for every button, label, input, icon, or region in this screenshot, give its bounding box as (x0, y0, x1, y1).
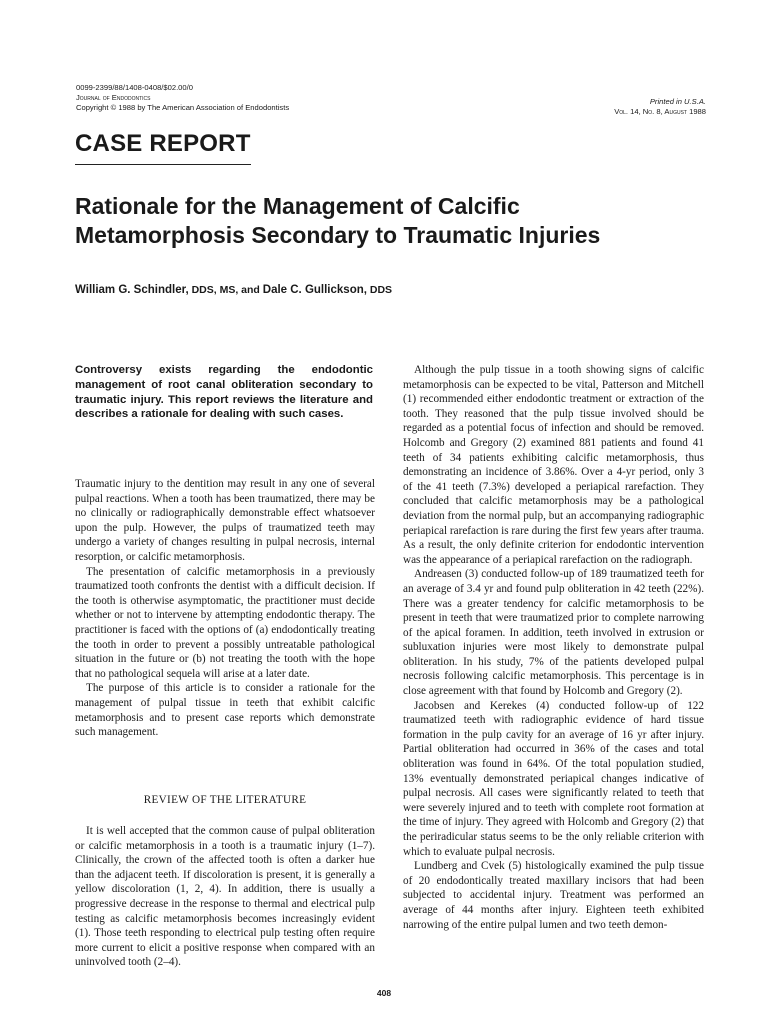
printed-in: Printed in U.S.A. (649, 97, 706, 106)
journal-header-right (614, 97, 706, 117)
review-section-left (75, 824, 375, 970)
introduction (75, 477, 375, 740)
case-report-rule (75, 164, 251, 165)
intro-paragraph-1: Traumatic injury to the dentition may result in any one of several pulpal reactions. When a tooth has been traumatized, there may be no clinically or radiographically demonstrable effect whatsoever upon the pulp. However, the pulps of traumatized teeth may undergo a variety of changes resulting in pulpal necrosis, internal resorption, or calcific metamorphosis. (75, 478, 375, 563)
page-number: 408 (376, 988, 392, 998)
volume-issue: Vol. 14, No. 8, August 1988 (614, 107, 706, 116)
intro-paragraph-2: The presentation of calcific metamorphosis in a previously traumatized tooth confronts the dentist with a difficult decision. If the tooth is otherwise asymptomatic, the practitioner must decide whether or not to intervene by attempting endodontic therapy. The practitioner is faced with the options of (a) endodontically treating the tooth in order to prevent a possibly untreatable pathological situation in the future or (b) not treating the tooth with the hope that no pathological sequela will arise at a later date. (75, 565, 375, 680)
author-line (75, 284, 392, 296)
right-paragraph-2: Andreasen (3) conducted follow-up of 189 traumatized teeth for an average of 3.4 yr and found pulp obliteration in 42 teeth (22%). There was a greater tendency for calcific metamorphosis to be present in teeth that were traumatized prior to complete narrowing of the apical foramen. In addition, teeth involved in extrusion or subluxation injuries were most likely to demonstrate pulpal obliteration. In his study, 7% of the patients developed pulpal necrosis following calcific metamorphosis. This percentage is in close agreement with that found by Holcomb and Gregory (2). (403, 568, 704, 698)
abstract: Controversy exists regarding the endodontic management of root canal obliteration secondary to traumatic injury. This report reviews the literature and describes a rationale for dealing with such cases. (75, 364, 373, 421)
article-title (75, 192, 715, 250)
title-line-1: Rationale for the Management of Calcific (75, 193, 520, 219)
right-column (403, 363, 704, 932)
review-paragraph-1: It is well accepted that the common cause of pulpal obliteration or calcific metamorphosis in a tooth is a traumatic injury (1–7). Clinically, the crown of the affected tooth is often a darker hue than the adjacent teeth. If discoloration is present, it is generally a yellow discoloration (1, 2, 4). In addition, there is usually a progressive decrease in the response to thermal and electrical pulp testing as calcific metamorphosis becomes increasingly evident (1). Those teeth responding to electrical pulp testing often require more current to elicit a positive response when compared with an uninvolved tooth (2–4). (75, 825, 375, 969)
right-paragraph-3: Jacobsen and Kerekes (4) conducted follow-up of 122 traumatized teeth with radiographic evidence of hard tissue formation in the pulp cavity for an average of 16 yr after injury. Partial obliteration had occurred in 36% of the cases and total obliteration was found in 64%. Of the total population studied, 13% eventually demonstrated periapical changes indicative of pulpal necrosis. All cases were significantly related to teeth that were severely injured and to teeth with complete root formation at the time of injury. They agreed with Holcomb and Gregory (2) that the periradicular status seems to be the only reliable criterion with which to evaluate pulpal necrosis. (403, 699, 704, 858)
author-1-name: William G. Schindler, (75, 284, 189, 296)
case-report-label: CASE REPORT (75, 130, 251, 157)
copyright-line: Copyright © 1988 by The American Association of Endodontists (76, 103, 290, 112)
title-line-2: Metamorphosis Secondary to Traumatic Injuries (75, 222, 601, 248)
right-paragraph-4: Lundberg and Cvek (5) histologically examined the pulp tissue of 20 endodontically treated maxillary incisors that had been subjected to accidental injury. Treatment was performed an average of 44 months after injury. Eighteen teeth exhibited narrowing of the entire pulpal lumen and two teeth demon- (403, 860, 704, 931)
author-2-degrees: DDS (366, 284, 393, 296)
journal-header-left (76, 83, 289, 113)
issn-line: 0099-2399/88/1408-0408/$02.00/0 (76, 83, 193, 92)
intro-paragraph-3: The purpose of this article is to consider a rationale for the management of pulpal tissue in teeth that exhibit calcific metamorphosis and to present case reports which demonstrate such management. (75, 682, 375, 739)
author-conjunction: and (238, 284, 263, 296)
author-1-degrees: DDS, MS, (188, 284, 239, 296)
journal-name: Journal of Endodontics (76, 93, 151, 102)
right-paragraph-1: Although the pulp tissue in a tooth showing signs of calcific metamorphosis can be expected to be vital, Patterson and Mitchell (1) recommended either endodontic treatment or extraction of the tooth. They reasoned that the pulp tissue involved should be regarded as a potential focus of infection and should be removed. Holcomb and Gregory (2) examined 881 patients and found 41 teeth of 34 patients exhibiting calcific metamorphosis, thus demonstrating an incidence of 3.86%. Over a 4-yr period, only 3 of the 41 teeth (7.3%) developed a periapical rarefaction. They concluded that calcific metamorphosis may be a pathological deviation from the normal pulp, but an accompanying radiographic periapical rarefaction is rare during the first few years after trauma. As a result, the only definite criterion for endodontic intervention was the appearance of a periapical rarefaction on the radiograph. (403, 364, 704, 566)
section-heading-review: REVIEW OF THE LITERATURE (143, 794, 307, 806)
author-2-name: Dale C. Gullickson, (262, 284, 367, 296)
